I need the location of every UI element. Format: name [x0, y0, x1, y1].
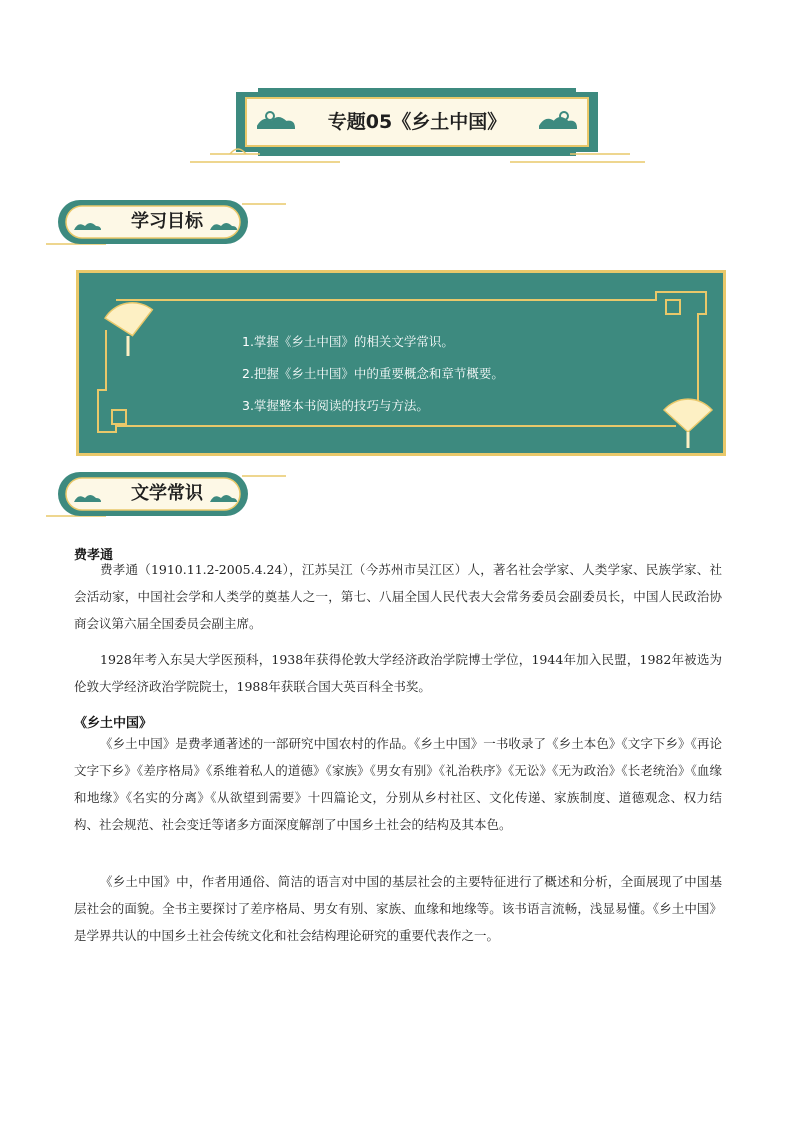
section-title-knowledge: 文学常识	[131, 483, 203, 504]
section-title-goals: 学习目标	[131, 211, 203, 232]
decor-wave-lines	[190, 140, 650, 170]
section-label-knowledge	[46, 470, 296, 524]
goals-panel	[76, 270, 726, 456]
goal-item-1: 1.掌握《乡土中国》的相关文学常识。	[242, 334, 454, 349]
author-paragraph-2: 1928年考入东吴大学医预科，1938年获得伦敦大学经济政治学院博士学位，1944年加入民盟，1982年被选为伦敦大学经济政治学院院士，1988年获联合国大英百科全书奖。	[74, 652, 722, 694]
page-title: 专题05《乡土中国》	[327, 111, 507, 133]
author-paragraph-1: 费孝通（1910.11.2-2005.4.24），江苏吴江（今苏州市吴江区）人，著名社会学家、人类学家、民族学家、社会活动家，中国社会学和人类学的奠基人之一，第七、八届全国人民代表大会常务委员会副委员长，中国人民政治协商会议第六届全国委员会副主席。	[74, 562, 722, 631]
book-paragraph-1: 《乡土中国》是费孝通著述的一部研究中国农村的作品。《乡土中国》一书收录了《乡土本色》《文字下乡》《再论文字下乡》《差序格局》《系维着私人的道德》《家族》《男女有别》《礼治秩序》《无讼》《无为政治》《长老统治》《血缘和地缘》《名实的分离》《从欲望到需要》十四篇论文，分别从乡村社区、文化传递、家族制度、道德观念、权力结构、社会规范、社会变迁等诸多方面深度解剖了中国乡土社会的结构及其本色。	[74, 736, 722, 832]
goal-item-3: 3.掌握整本书阅读的技巧与方法。	[242, 398, 429, 413]
section-label-goals	[46, 198, 296, 252]
author-heading: 费孝通	[74, 548, 114, 563]
goal-item-2: 2.把握《乡土中国》中的重要概念和章节概要。	[242, 366, 504, 381]
goals-panel-frame	[76, 270, 726, 456]
book-paragraph-2: 《乡土中国》中，作者用通俗、简洁的语言对中国的基层社会的主要特征进行了概述和分析，全面展现了中国基层社会的面貌。全书主要探讨了差序格局、男女有别、家族、血缘和地缘等。该书语言流畅，浅显易懂。《乡土中国》是学界共认的中国乡土社会传统文化和社会结构理论研究的重要代表作之一。	[74, 874, 722, 943]
book-heading: 《乡土中国》	[74, 716, 153, 731]
